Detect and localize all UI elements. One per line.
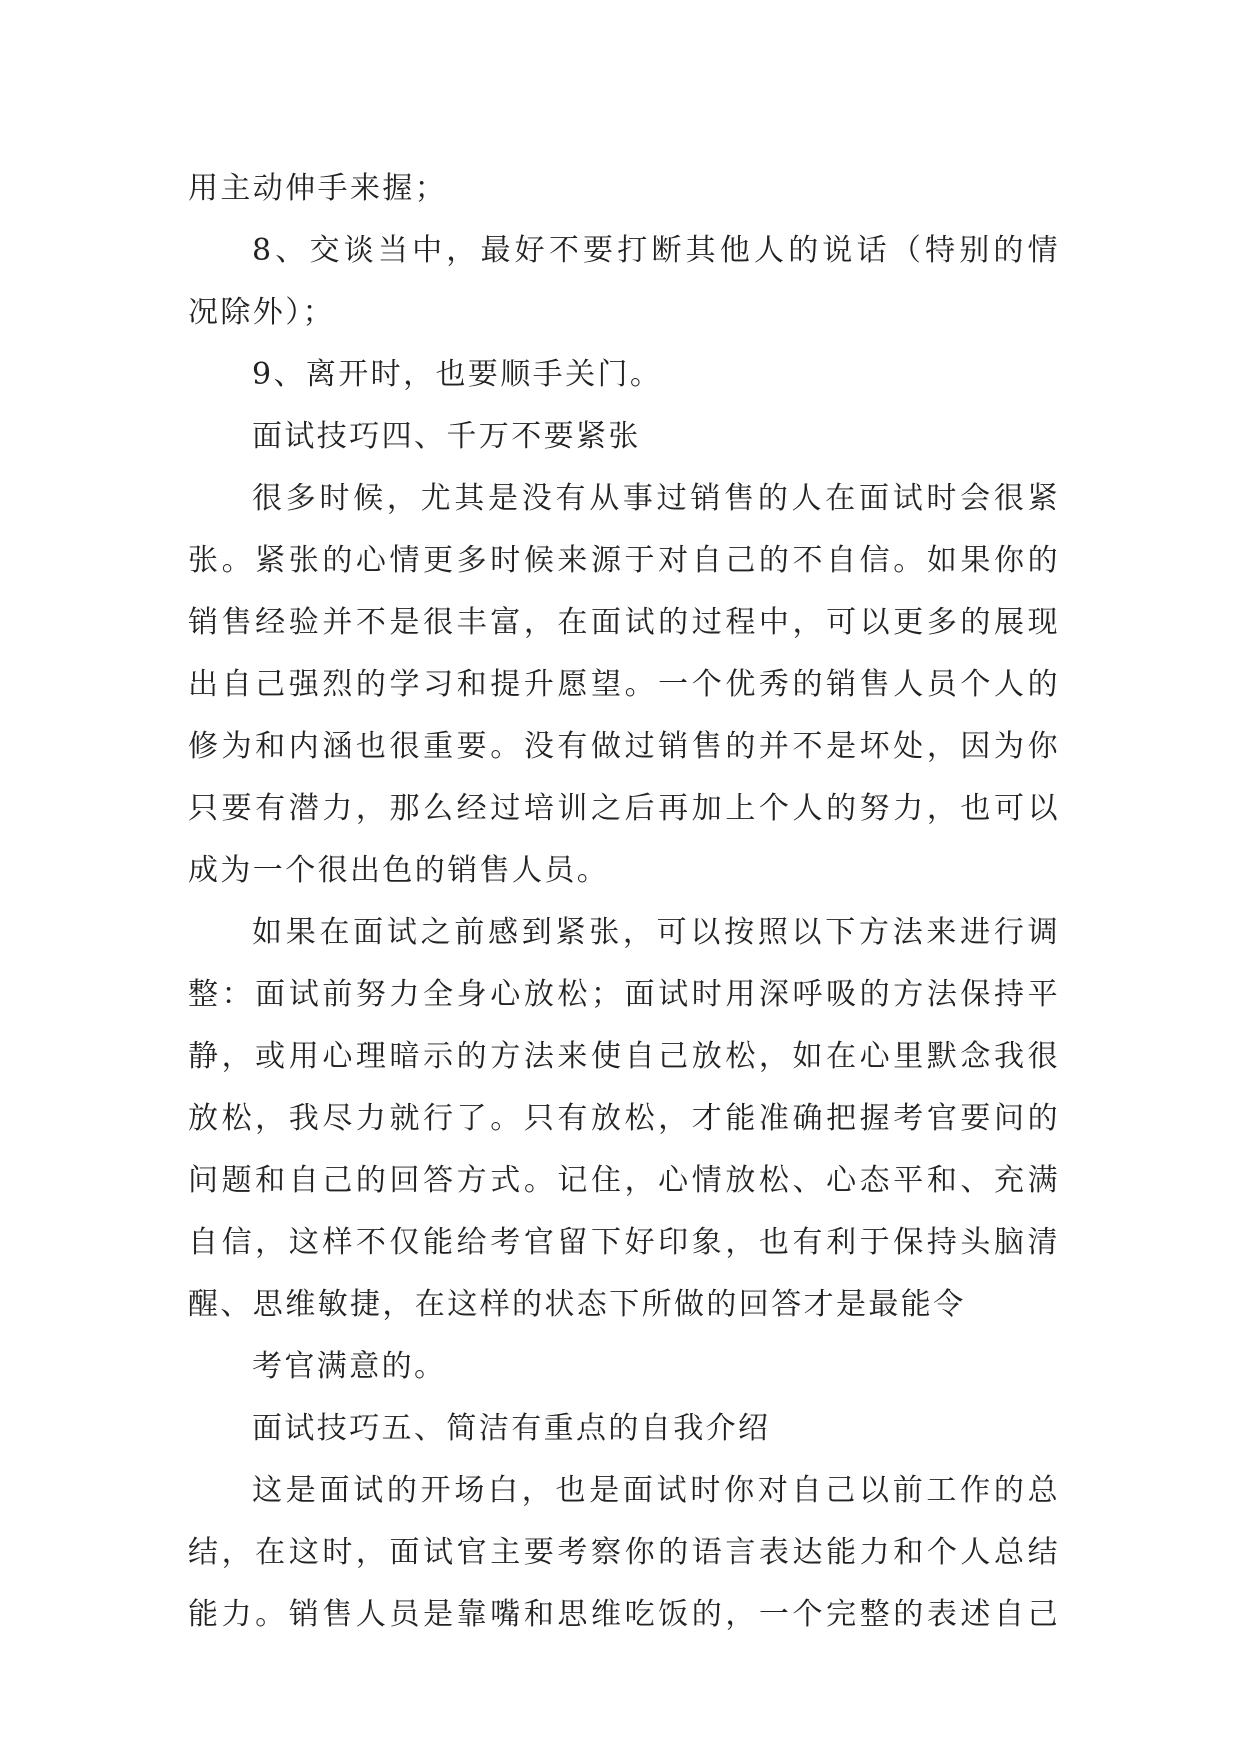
text-line: 自信，这样不仅能给考官留下好印象，也有利于保持头脑清	[188, 1225, 1060, 1260]
text-line: 放松，我尽力就行了。只有放松，才能准确把握考官要问的	[188, 1101, 1060, 1136]
text-line: 静，或用心理暗示的方法来使自己放松，如在心里默念我很	[188, 1039, 1060, 1074]
text-line: 8、交谈当中，最好不要打断其他人的说话（特别的情	[252, 233, 1060, 268]
document-body	[188, 158, 1060, 1646]
text-line: 如果在面试之前感到紧张，可以按照以下方法来进行调	[252, 915, 1060, 950]
text-line: 销售经验并不是很丰富，在面试的过程中，可以更多的展现	[188, 605, 1060, 640]
text-line: 整：面试前努力全身心放松；面试时用深呼吸的方法保持平	[188, 977, 1060, 1012]
text-line: 用主动伸手来握；	[188, 171, 448, 206]
text-line: 张。紧张的心情更多时候来源于对自己的不自信。如果你的	[188, 543, 1060, 578]
text-line: 9、离开时，也要顺手关门。	[252, 357, 663, 392]
text-line: 面试技巧五、简洁有重点的自我介绍	[252, 1411, 771, 1446]
text-line: 结，在这时，面试官主要考察你的语言表达能力和个人总结	[188, 1535, 1060, 1570]
text-line: 这是面试的开场白，也是面试时你对自己以前工作的总	[252, 1473, 1060, 1508]
text-line: 只要有潜力，那么经过培训之后再加上个人的努力，也可以	[188, 791, 1060, 826]
text-line: 出自己强烈的学习和提升愿望。一个优秀的销售人员个人的	[188, 667, 1060, 702]
text-line: 很多时候，尤其是没有从事过销售的人在面试时会很紧	[252, 481, 1060, 516]
text-line: 能力。销售人员是靠嘴和思维吃饭的，一个完整的表述自己	[188, 1597, 1060, 1632]
text-line: 问题和自己的回答方式。记住，心情放松、心态平和、充满	[188, 1163, 1060, 1198]
text-line: 面试技巧四、千万不要紧张	[252, 419, 641, 454]
text-line: 醒、思维敏捷，在这样的状态下所做的回答才是最能令	[188, 1287, 966, 1322]
text-line: 成为一个很出色的销售人员。	[188, 853, 610, 888]
text-line: 修为和内涵也很重要。没有做过销售的并不是坏处，因为你	[188, 729, 1060, 764]
text-line: 况除外）；	[188, 295, 335, 330]
text-line: 考官满意的。	[252, 1349, 447, 1384]
